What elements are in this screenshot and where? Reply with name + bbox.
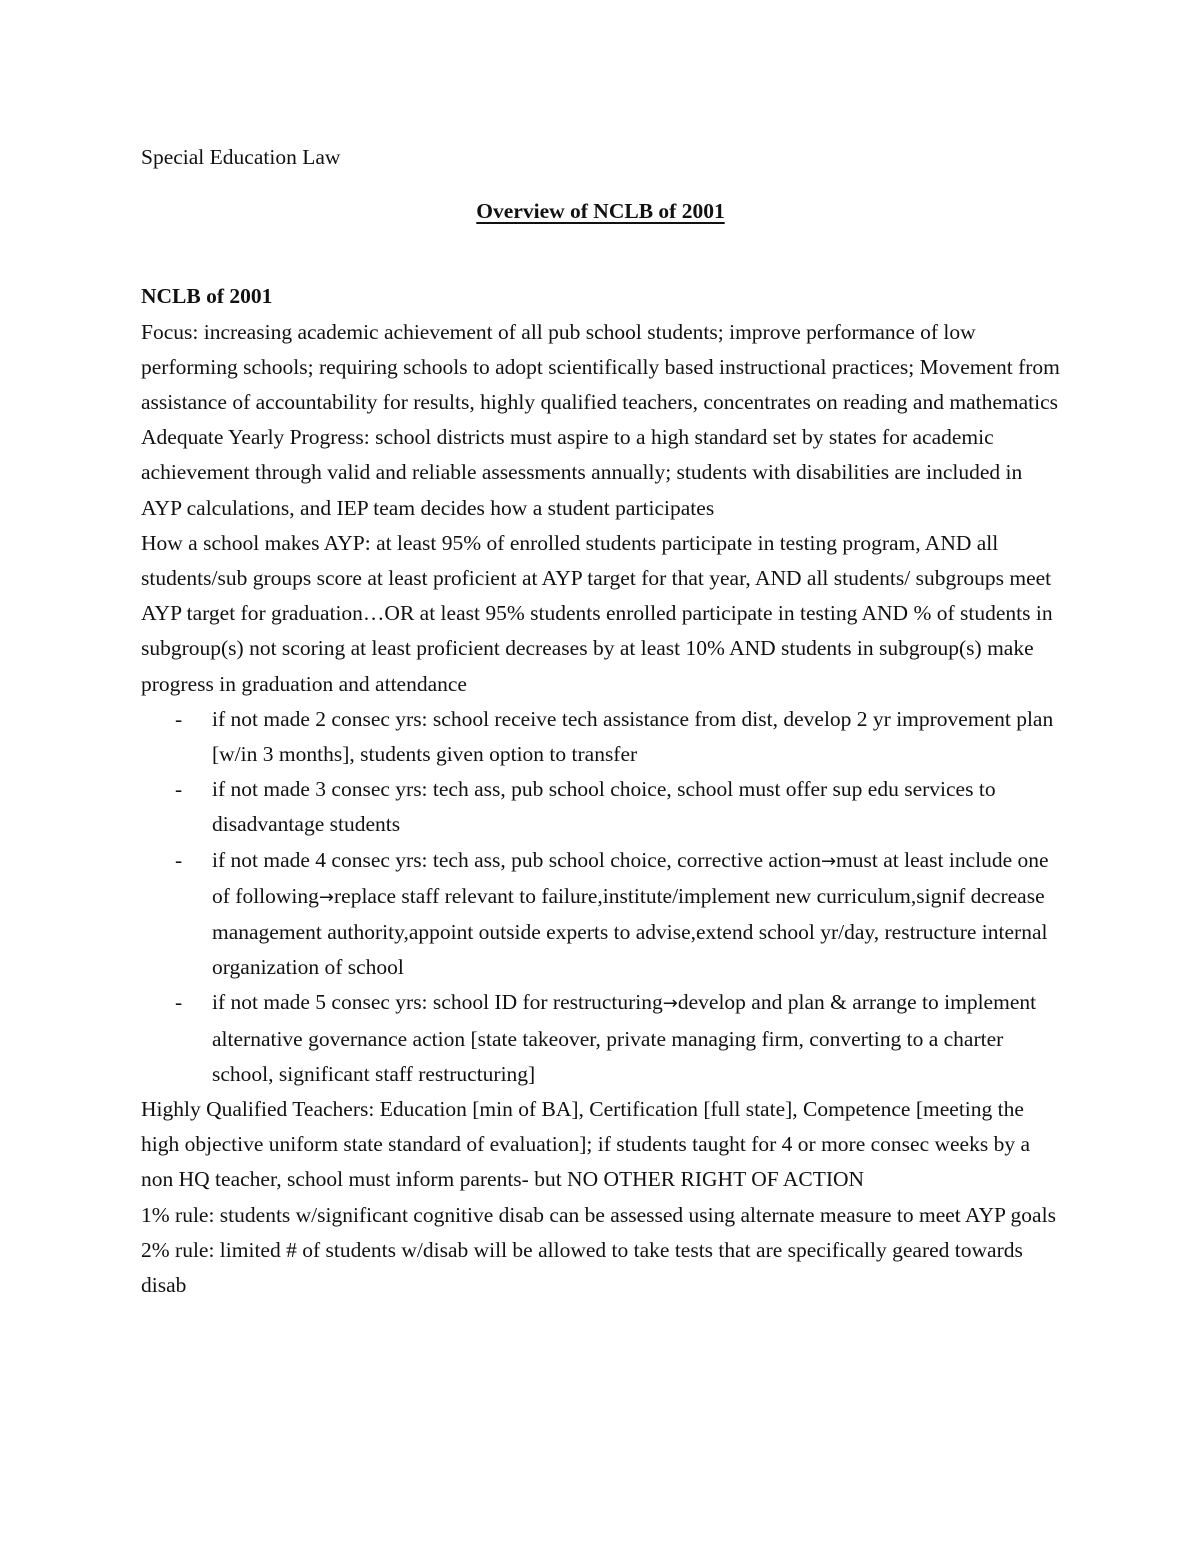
course-name: Special Education Law: [141, 145, 341, 169]
list-item: [141, 702, 1060, 772]
right-arrow-icon: →: [318, 886, 334, 908]
list-item-text: replace staff relevant to failure,institute/implement new curriculum,signif decrease management authority,appoint outside experts to advise,extend school yr/day, restructure internal organization of school: [212, 883, 1048, 980]
list-item-text: develop and plan & arrange to implement alternative governance action [state takeover, private managing firm, converting to a charter school, significant staff restructuring]: [212, 990, 1037, 1086]
list-item-text: if not made 5 consec yrs: school ID for restructuring: [212, 990, 663, 1015]
highly-qualified-paragraph: Highly Qualified Teachers: Education [min of BA], Certification [full state], Competence [meeting the high objective uniform state standard of evaluation]; if students taught for 4 or more consec weeks by a non HQ teacher, school must inform parents- but NO OTHER RIGHT OF ACTION: [141, 1097, 1031, 1192]
list-item-text: if not made 2 consec yrs: school receive tech assistance from dist, develop 2 yr improvement plan [w/in 3 months], students given option to transfer: [212, 706, 1054, 767]
ayp-paragraph: Adequate Yearly Progress: school districts must aspire to a high standard set by states for academic achievement through valid and reliable assessments annually; students with disabilities are included in AYP calculations, and IEP team decides how a student participates: [141, 425, 1023, 520]
rule-1pct-paragraph: 1% rule: students w/significant cognitive disab can be assessed using alternate measure to meet AYP goals: [141, 1202, 1056, 1227]
rule-2pct-paragraph: 2% rule: limited # of students w/disab will be allowed to take tests that are specifically geared towards disab: [141, 1237, 1023, 1298]
right-arrow-icon: →: [820, 850, 837, 872]
section-heading: NCLB of 2001: [141, 284, 273, 309]
list-item-text: must at least include one of following: [212, 847, 1049, 908]
page-title: Overview of NCLB of 2001: [476, 199, 725, 224]
list-item-text: if not made 4 consec yrs: tech ass, pub school choice, corrective action: [212, 847, 821, 872]
list-item: [141, 843, 1060, 986]
how-ayp-paragraph: How a school makes AYP: at least 95% of enrolled students participate in testing program, AND all students/sub groups score at least proficient at AYP target for that year, AND all students/ subgroups meet AYP target for graduation…OR at least 95% students enrolled participate in testing AND % of students in subgroup(s) not scoring at least proficient decreases by at least 10% AND students in subgroup(s) make progress in graduation and attendance: [141, 530, 1053, 696]
list-item-text: if not made 3 consec yrs: tech ass, pub school choice, school must offer sup edu services to disadvantage students: [212, 777, 996, 837]
list-item: [141, 772, 1060, 842]
right-arrow-icon: →: [662, 993, 678, 1015]
consequence-list: [141, 702, 1060, 1092]
focus-paragraph: Focus: increasing academic achievement of all pub school students; improve performance of low performing schools; requiring schools to adopt scientifically based instructional practices; Movement from assistance of accountability for results, highly qualified teachers, concentrates on reading and mathematics: [141, 319, 1060, 415]
list-item: [141, 985, 1060, 1092]
